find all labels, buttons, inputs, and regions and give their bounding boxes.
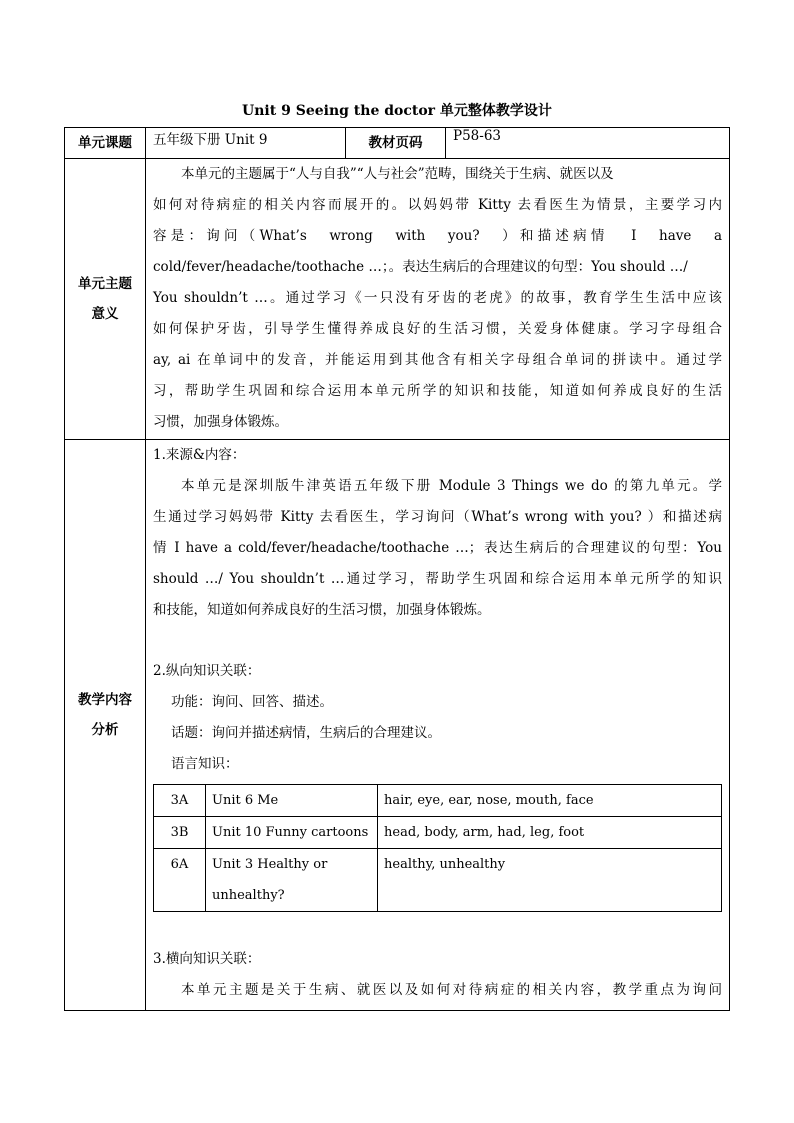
theme-label-line2: 意义: [91, 306, 119, 322]
lesson-plan-table: [64, 127, 730, 1011]
table-row: [154, 817, 722, 849]
table-row: [154, 785, 722, 817]
source-heading: 1.来源&内容：: [153, 447, 246, 463]
unit-topic-label: 单元课题: [65, 128, 146, 159]
unit-cell: Unit 3 Healthy or unhealthy?: [206, 849, 378, 912]
theme-text-line: 习，帮助学生巩固和综合运用本单元所学的知识和技能，知道如何养成良好的生活: [153, 383, 722, 399]
horizontal-heading: 3.横向知识关联：: [153, 951, 261, 967]
analysis-label-line1: 教学内容: [78, 692, 132, 708]
topic-line: 话题：询问并描述病情，生病后的合理建议。: [171, 725, 441, 741]
unit-info-row: [65, 128, 730, 159]
vertical-heading: 2.纵向知识关联：: [153, 663, 261, 679]
analysis-row: [65, 440, 730, 1011]
grade-cell: 3B: [154, 817, 206, 849]
theme-text-line: 如何对待病症的相关内容而展开的。以妈妈带 Kitty 去看医生为情景，主要学习内: [153, 197, 722, 213]
source-text-line: should …/ You shouldn’t …通过学习，帮助学生巩固和综合运用本单元所学的知识: [153, 571, 722, 587]
source-text-line: 生通过学习妈妈带 Kitty 去看医生，学习询问（What’s wrong with you? ）和描述病: [153, 509, 722, 525]
source-text-line: 情 I have a cold/fever/headache/toothache …；表达生病后的合理建议的句型：You: [153, 540, 722, 556]
grade-cell: 6A: [154, 849, 206, 912]
unit-cell: Unit 10 Funny cartoons: [206, 817, 378, 849]
words-cell: hair, eye, ear, nose, mouth, face: [378, 785, 722, 817]
theme-text-line: 本单元的主题属于“人与自我”“人与社会”范畴，围绕关于生病、就医以及: [181, 166, 614, 182]
theme-text-line: 如何保护牙齿，引导学生懂得养成良好的生活习惯，关爱身体健康。学习字母组合: [153, 321, 722, 337]
grade-cell: 3A: [154, 785, 206, 817]
theme-content-cell: [146, 159, 730, 440]
source-text-line: 本单元是深圳版牛津英语五年级下册 Module 3 Things we do 的第九单元。学: [181, 478, 722, 494]
unit-topic-value: 五年级下册 Unit 9: [146, 128, 346, 159]
words-cell: healthy, unhealthy: [378, 849, 722, 912]
pages-label: 教材页码: [346, 128, 446, 159]
document-title: Unit 9 Seeing the doctor 单元整体教学设计: [242, 103, 552, 119]
knowledge-table: [153, 784, 722, 912]
function-line: 功能：询问、回答、描述。: [171, 694, 333, 710]
analysis-content-cell: [146, 440, 730, 1011]
unit-cell: Unit 6 Me: [206, 785, 378, 817]
language-line: 语言知识：: [171, 756, 239, 772]
theme-text-line: 习惯，加强身体锻炼。: [153, 414, 288, 430]
theme-text-line: You shouldn’t …。通过学习《一只没有牙齿的老虎》的故事，教育学生生活中应该: [153, 290, 722, 306]
analysis-label-line2: 分析: [91, 722, 119, 738]
theme-text-line: cold/fever/headache/toothache …；。表达生病后的合理建议的句型：You should …/: [153, 259, 688, 275]
table-row: [154, 849, 722, 912]
theme-text-line: ay, ai 在单词中的发音，并能运用到其他含有相关字母组合单词的拼读中。通过学: [153, 352, 722, 368]
source-text-line: 和技能，知道如何养成良好的生活习惯，加强身体锻炼。: [153, 602, 491, 618]
theme-row: [65, 159, 730, 440]
theme-label-cell: [65, 159, 146, 440]
theme-label-line1: 单元主题: [78, 276, 132, 292]
words-cell: head, body, arm, had, leg, foot: [378, 817, 722, 849]
horizontal-text-line: 本单元主题是关于生病、就医以及如何对待病症的相关内容，教学重点为询问: [181, 982, 722, 998]
theme-text-line: 容是：询问（What’s wrong with you? ）和描述病情 I have a: [153, 228, 722, 244]
pages-value: P58-63: [446, 128, 730, 159]
analysis-label-cell: [65, 440, 146, 1011]
